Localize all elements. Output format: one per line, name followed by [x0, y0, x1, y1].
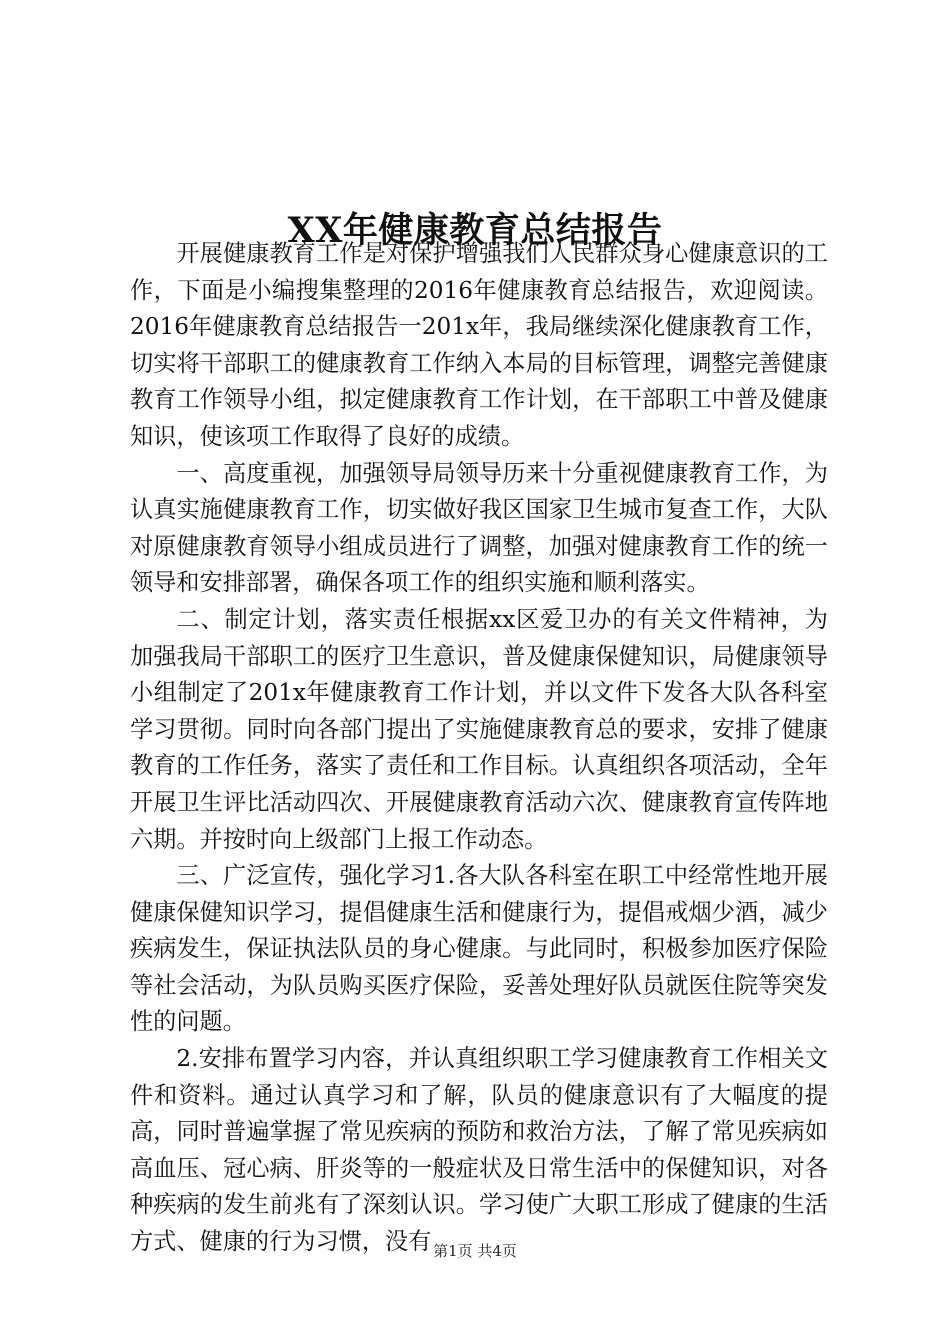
document-title: XX年健康教育总结报告 — [287, 210, 663, 252]
paragraph-section-1: 一、高度重视，加强领导局领导历来十分重视健康教育工作，为认真实施健康教育工作，切实做好我区国家卫生城市复查工作，大队对原健康教育领导小组成员进行了调整，加强对健康教育工作的统一领导和安排部署，确保各项工作的组织实施和顺利落实。 — [130, 459, 828, 597]
paragraph-intro: 开展健康教育工作是对保护增强我们人民群众身心健康意识的工作，下面是小编搜集整理的2016年健康教育总结报告，欢迎阅读。2016年健康教育总结报告一201x年，我局继续深化健康教育工作，切实将干部职工的健康教育工作纳入本局的目标管理，调整完善健康教育工作领导小组，拟定健康教育工作计划，在干部职工中普及健康知识，使该项工作取得了良好的成绩。 — [130, 240, 828, 450]
paragraph-section-3-item-2: 2.安排布置学习内容，并认真组织职工学习健康教育工作相关文件和资料。通过认真学习和了解，队员的健康意识有了大幅度的提高，同时普遍掌握了常见疾病的预防和救治方法，了解了常见疾病如高血压、冠心病、肝炎等的一般症状及日常生活中的保健知识，对各种疾病的发生前兆有了深刻认识。学习使广大职工形成了健康的生活方式、健康的行为习惯，没有 — [130, 1045, 828, 1256]
page-number-footer: 第1页 共4页 — [433, 1242, 517, 1260]
paragraph-section-3: 三、广泛宣传，强化学习1.各大队各科室在职工中经常性地开展健康保健知识学习，提倡健康生活和健康行为，提倡戒烟少酒，减少疾病发生，保证执法队员的身心健康。与此同时，积极参加医疗保险等社会活动，为队员购买医疗保险，妥善处理好队员就医住院等突发性的问题。 — [130, 862, 828, 1036]
paragraph-section-2: 二、制定计划，落实责任根据xx区爱卫办的有关文件精神，为加强我局干部职工的医疗卫生意识，普及健康保健知识，局健康领导小组制定了201x年健康教育工作计划，并以文件下发各大队各科室学习贯彻。同时向各部门提出了实施健康教育总的要求，安排了健康教育的工作任务，落实了责任和工作目标。认真组织各项活动，全年开展卫生评比活动四次、开展健康教育活动六次、健康教育宣传阵地六期。并按时向上级部门上报工作动态。 — [130, 605, 828, 853]
document-body — [130, 236, 828, 1261]
